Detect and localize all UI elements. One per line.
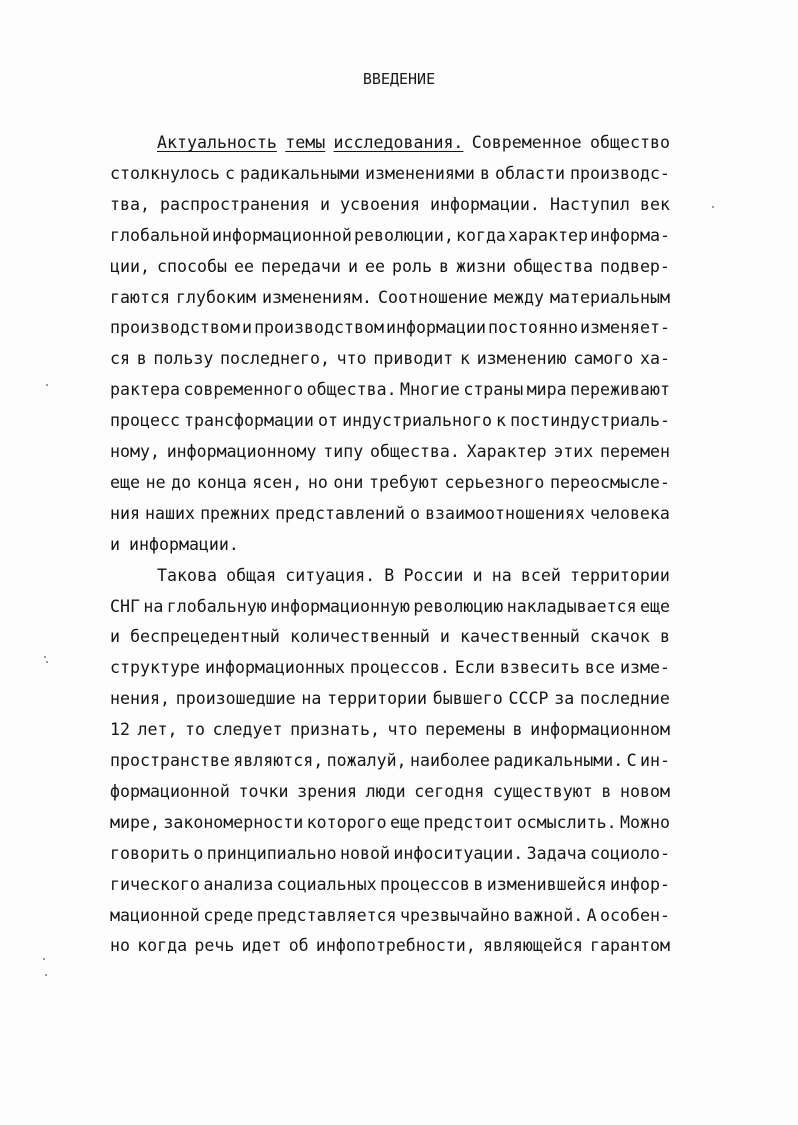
- word: анализа: [203, 874, 274, 894]
- word: являющейся: [482, 936, 583, 956]
- word: об: [288, 936, 309, 956]
- word: производством: [254, 318, 384, 338]
- word: Такова: [157, 565, 217, 585]
- word: подвер-: [599, 256, 670, 276]
- text-line: [110, 133, 670, 163]
- word: нения,: [110, 689, 170, 709]
- word: наших: [145, 503, 195, 523]
- word: самого: [573, 349, 634, 369]
- word: на: [491, 565, 512, 585]
- word: точки: [238, 781, 289, 801]
- text-line: [110, 658, 670, 688]
- word: но: [307, 472, 328, 492]
- word: изме-: [619, 658, 670, 678]
- word: мационной: [110, 905, 200, 925]
- word: ному,: [110, 442, 160, 461]
- word: изменившейся: [486, 874, 607, 894]
- text-line: [110, 627, 670, 657]
- word: взвесить: [499, 658, 580, 678]
- word: информационному: [166, 442, 317, 461]
- word: и: [110, 534, 120, 554]
- word: и: [439, 627, 450, 647]
- text-line: [110, 226, 670, 256]
- word: прежних: [200, 503, 270, 523]
- word: информации.: [430, 194, 540, 214]
- word: век: [639, 194, 670, 214]
- word: пространстве: [110, 751, 230, 770]
- word: принципиально: [206, 843, 337, 863]
- word: закономерности: [163, 812, 304, 832]
- word: к: [459, 349, 470, 369]
- word: гаются: [110, 287, 170, 307]
- word: материальным: [550, 287, 670, 307]
- word: изменениями: [364, 163, 475, 183]
- text-line: [110, 844, 670, 874]
- word: идет: [241, 936, 282, 956]
- text-line: [110, 164, 670, 194]
- word: общая: [226, 565, 277, 585]
- word: о: [193, 843, 204, 863]
- word: новом: [619, 781, 670, 801]
- word: среде: [203, 905, 254, 925]
- text-line: [110, 257, 670, 287]
- text-line: [110, 720, 670, 750]
- word: рактера: [110, 380, 180, 400]
- text-line: [110, 751, 670, 781]
- word: существуют: [492, 781, 593, 801]
- word: ин-: [640, 751, 670, 770]
- word: мира: [526, 380, 567, 400]
- scan-speck: [43, 958, 45, 960]
- word: в: [439, 256, 449, 276]
- word: области: [495, 163, 565, 183]
- word: изменению: [476, 349, 567, 369]
- word: важной.: [513, 905, 584, 925]
- word: наиболее: [409, 751, 490, 770]
- word: то: [185, 720, 206, 740]
- word: исследования.: [333, 133, 464, 152]
- text-line: [110, 535, 670, 565]
- word: следует: [212, 720, 283, 740]
- word: в: [473, 874, 484, 894]
- word: передачи: [260, 256, 341, 276]
- word: производством: [110, 318, 240, 338]
- word: социальных: [276, 874, 377, 894]
- word: С: [626, 751, 637, 770]
- word: беспрецедентный: [130, 627, 280, 647]
- text-line: [110, 288, 670, 318]
- word: революцию: [413, 596, 504, 616]
- word: бывшего: [432, 689, 503, 709]
- word: общества.: [369, 442, 460, 461]
- word: СССР: [508, 689, 549, 709]
- word: переживают: [570, 380, 670, 400]
- word: перемены: [425, 720, 505, 740]
- word: когда: [455, 225, 506, 245]
- word: характер: [508, 225, 588, 245]
- word: являются,: [233, 751, 324, 770]
- word: территории: [327, 689, 428, 709]
- text-line: [110, 875, 670, 905]
- word: в: [659, 627, 670, 647]
- word: накладывается: [506, 596, 637, 616]
- word: информации: [386, 318, 486, 338]
- word: последнего,: [220, 349, 330, 369]
- word: все: [584, 658, 615, 678]
- page-title: ВВЕДЕНИЕ: [362, 70, 436, 88]
- word: на: [301, 689, 322, 709]
- word: требуют: [368, 472, 439, 492]
- word: пользу: [153, 349, 214, 369]
- word: роль: [392, 256, 432, 276]
- word: революции,: [353, 225, 454, 245]
- word: информации.: [129, 534, 239, 554]
- word: люди: [365, 781, 406, 801]
- word: мире,: [110, 812, 160, 832]
- word: речь: [194, 936, 235, 956]
- word: представлений: [275, 503, 405, 523]
- text-line: [110, 411, 670, 441]
- word: изменяет-: [580, 318, 670, 338]
- word: конца: [196, 472, 247, 492]
- word: количественный: [289, 627, 430, 647]
- word: Если: [454, 658, 495, 678]
- word: производс-: [570, 163, 670, 183]
- word: в: [512, 720, 523, 740]
- word: Можно: [620, 812, 670, 832]
- word: до: [171, 472, 192, 492]
- word: процессов.: [349, 658, 450, 678]
- word: осмыслить.: [516, 812, 617, 832]
- word: но: [110, 936, 130, 956]
- word: зрения: [297, 781, 358, 801]
- word: социоло-: [590, 843, 670, 863]
- scan-speck: [46, 384, 48, 386]
- word: особен-: [600, 905, 670, 925]
- word: перемен: [600, 442, 670, 461]
- word: ее: [233, 256, 254, 276]
- word: последние: [579, 689, 670, 709]
- word: скачок: [589, 627, 650, 647]
- word: постиндустриаль-: [510, 411, 670, 431]
- word: и: [241, 318, 252, 338]
- word: России: [403, 565, 464, 585]
- word: которого: [306, 812, 387, 832]
- word: они: [333, 472, 364, 492]
- word: этих: [553, 442, 594, 461]
- word: процессов: [379, 874, 470, 894]
- word: усвоения: [340, 194, 420, 214]
- word: серьезного: [444, 472, 545, 492]
- word: процесс: [110, 411, 180, 431]
- word: темы: [285, 133, 326, 152]
- scan-speck: [712, 206, 714, 208]
- word: трансформации: [184, 411, 314, 431]
- word: Наступил: [549, 194, 630, 214]
- word: общество: [590, 133, 670, 152]
- text-line: [110, 906, 670, 936]
- word: информационном: [530, 720, 670, 740]
- word: информационной: [212, 225, 352, 245]
- text-line: [110, 349, 670, 379]
- word: в: [601, 781, 612, 801]
- word: приводит: [373, 349, 454, 369]
- word: информа-: [590, 225, 670, 245]
- word: за: [554, 689, 575, 709]
- word: ясен,: [252, 472, 303, 492]
- word: Актуальность: [157, 133, 277, 152]
- word: ха-: [639, 349, 670, 369]
- word: на: [143, 596, 164, 616]
- word: В: [384, 565, 395, 585]
- word: информационную: [270, 596, 410, 616]
- word: глобальную: [166, 596, 267, 616]
- word: с: [224, 163, 235, 183]
- word: что: [387, 720, 418, 740]
- word: глубоким: [176, 287, 256, 307]
- word: взаимоотношениях: [425, 503, 585, 523]
- text-line: [110, 936, 670, 966]
- word: ния: [110, 503, 140, 523]
- word: и: [472, 565, 483, 585]
- word: качественный: [459, 627, 580, 647]
- word: о: [410, 503, 420, 523]
- word: пожалуй,: [326, 751, 407, 770]
- word: чрезвычайно: [399, 905, 510, 925]
- word: от: [318, 411, 338, 431]
- text-line: [110, 442, 670, 472]
- word: ситуация.: [285, 565, 376, 585]
- word: распространения: [160, 194, 310, 214]
- word: Задача: [526, 843, 587, 863]
- word: гического: [110, 874, 200, 894]
- word: тва,: [110, 194, 150, 214]
- word: предстоит: [423, 812, 514, 832]
- word: общества: [513, 256, 593, 276]
- word: лет,: [137, 720, 178, 740]
- scan-speck: [44, 656, 46, 658]
- word: ся: [110, 349, 130, 369]
- word: Многие: [399, 380, 460, 400]
- word: формационной: [110, 781, 230, 801]
- word: в: [479, 163, 490, 183]
- word: общества.: [306, 380, 397, 400]
- word: в: [136, 349, 147, 369]
- word: современного: [183, 380, 304, 400]
- text-line: [110, 504, 670, 534]
- word: признать,: [290, 720, 380, 740]
- word: постоянно: [488, 318, 578, 338]
- scan-speck: [46, 661, 48, 663]
- word: типу: [323, 442, 364, 461]
- word: новой: [340, 843, 390, 863]
- word: к: [496, 411, 507, 431]
- word: и: [347, 256, 358, 276]
- text-line: [110, 318, 670, 348]
- word: Соотношение: [378, 287, 488, 307]
- word: представляется: [256, 905, 397, 925]
- text-line: [110, 566, 670, 596]
- word: и: [319, 194, 330, 214]
- word: радикальными: [240, 163, 360, 183]
- word: сегодня: [414, 781, 485, 801]
- word: СНГ: [110, 596, 140, 616]
- word: когда: [137, 936, 188, 956]
- word: еще: [389, 812, 420, 832]
- text-line: [110, 689, 670, 719]
- word: ее: [364, 256, 385, 276]
- word: А: [586, 905, 597, 925]
- word: не: [145, 472, 166, 492]
- word: инфор-: [610, 874, 670, 894]
- word: человека: [589, 503, 670, 523]
- word: способы: [157, 256, 227, 276]
- text-line: [110, 473, 670, 503]
- word: глобальной: [110, 225, 210, 245]
- word: Характер: [466, 442, 547, 461]
- word: между: [494, 287, 544, 307]
- text-line: [110, 782, 670, 812]
- word: информационных: [204, 658, 345, 678]
- word: говорить: [110, 843, 190, 863]
- word: и: [110, 627, 120, 647]
- word: индустриального: [342, 411, 492, 431]
- text-line: [110, 195, 670, 225]
- word: 12: [110, 720, 130, 740]
- word: структуре: [110, 658, 200, 678]
- word: столкнулось: [110, 163, 220, 183]
- word: что: [336, 349, 367, 369]
- word: еще: [110, 472, 140, 492]
- scan-speck: [45, 974, 47, 976]
- word: гарантом: [590, 936, 670, 956]
- word: Современное: [471, 133, 582, 152]
- text-line: [110, 597, 670, 627]
- word: переосмысле-: [550, 472, 670, 492]
- text-line: [110, 380, 670, 410]
- word: жизни: [456, 256, 506, 276]
- word: изменениям.: [262, 287, 372, 307]
- word: страны: [463, 380, 524, 400]
- word: еще: [639, 596, 670, 616]
- word: радикальными.: [493, 751, 624, 770]
- word: ции,: [110, 256, 150, 276]
- word: территории: [569, 565, 670, 585]
- word: инфоситуации.: [393, 843, 524, 863]
- word: инфопотребности,: [315, 936, 476, 956]
- text-line: [110, 813, 670, 843]
- word: произошедшие: [175, 689, 296, 709]
- word: всей: [520, 565, 561, 585]
